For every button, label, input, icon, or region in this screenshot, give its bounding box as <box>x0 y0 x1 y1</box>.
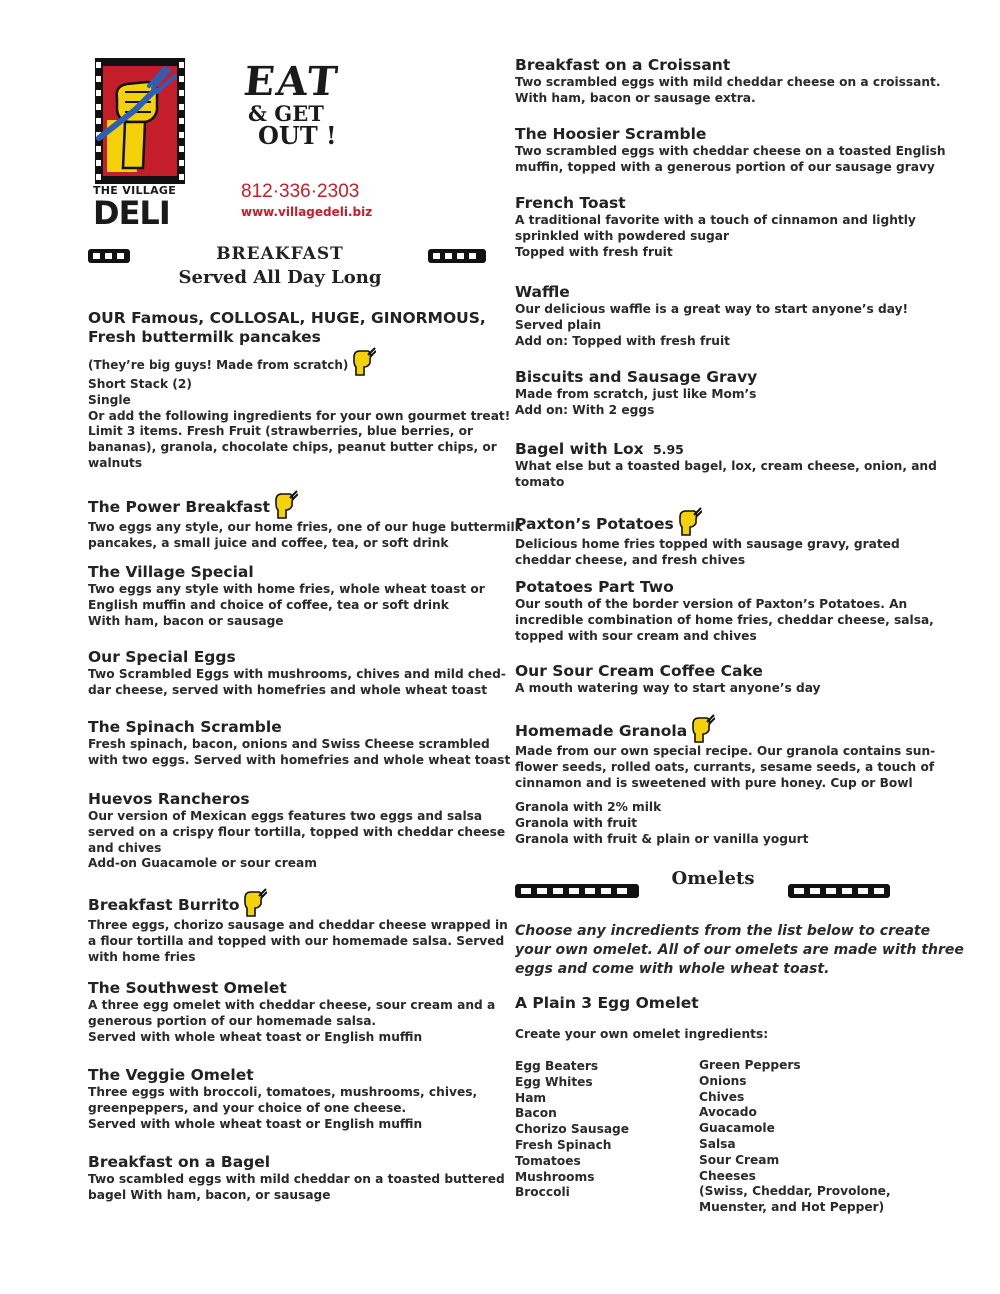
option-line: Granola with fruit & plain or vanilla yogurt <box>515 831 809 846</box>
menu-item-special-eggs <box>88 648 506 699</box>
ingredient: Ham <box>515 1090 547 1105</box>
item-title: French Toast <box>515 194 626 212</box>
pancake-options <box>88 377 511 472</box>
website-link[interactable]: www.villagedeli.biz <box>241 205 373 219</box>
item-title: Fresh buttermilk pancakes <box>88 328 321 346</box>
item-desc: Served with whole wheat toast or English muffin <box>88 1116 423 1131</box>
film-strip-divider-icon <box>788 884 890 898</box>
option-line: Granola with fruit <box>515 815 638 830</box>
item-title: Breakfast on a Bagel <box>88 1153 271 1171</box>
item-desc: Two scambled eggs with mild cheddar on a toasted buttered <box>88 1172 505 1186</box>
item-desc: Our delicious waffle is a great way to start anyone’s day! <box>515 302 909 316</box>
option-line: Or add the following ingredients for your own gourmet treat! <box>88 408 511 423</box>
omelets-intro <box>515 922 964 979</box>
slogan-get: & GET <box>248 101 324 126</box>
ingredient: Green Peppers <box>699 1058 801 1072</box>
item-desc: Add-on Guacamole or sour cream <box>88 856 317 871</box>
item-desc: A traditional favorite with a touch of cinnamon and lightly <box>515 213 916 227</box>
ingredient: Guacamole <box>699 1121 775 1136</box>
item-title: Waffle <box>515 283 570 301</box>
item-desc: a flour tortilla and topped with our homemade salsa. Served <box>88 933 505 948</box>
item-title-text: Breakfast Burrito <box>88 896 240 914</box>
menu-item-croissant <box>515 56 941 107</box>
item-desc: muffin, topped with a generous portion of our sausage gravy <box>515 159 935 174</box>
item-desc: Two eggs any style with home fries, whole wheat toast or <box>88 582 485 596</box>
item-title: Huevos Rancheros <box>88 790 250 808</box>
fist-specialty-icon <box>350 347 376 377</box>
item-desc: Add on: Topped with fresh fruit <box>515 333 730 348</box>
item-desc: incredible combination of home fries, cheddar cheese, salsa, <box>515 612 934 627</box>
item-desc: bagel With ham, bacon, or sausage <box>88 1187 331 1202</box>
item-desc: Our south of the border version of Paxton’s Potatoes. An <box>515 597 908 611</box>
ingredient: Egg Whites <box>515 1074 593 1089</box>
slogan-out: OUT ! <box>258 121 337 150</box>
menu-item-granola <box>515 714 936 791</box>
item-desc: Served with whole wheat toast or English muffin <box>88 1029 423 1044</box>
item-title: The Village Special <box>88 563 254 581</box>
menu-item-hoosier-scramble <box>515 125 946 176</box>
option-line: Granola with 2% milk <box>515 800 662 814</box>
menu-item-waffle <box>515 283 925 349</box>
item-title: A Plain 3 Egg Omelet <box>515 994 699 1012</box>
item-desc: dar cheese, served with homefries and whole wheat toast <box>88 682 488 697</box>
menu-item-potatoes-part-two <box>515 578 934 644</box>
ingredient: Cheeses <box>699 1168 756 1183</box>
ingredient: (Swiss, Cheddar, Provolone, <box>699 1184 891 1199</box>
menu-item-bagel-breakfast <box>88 1153 505 1204</box>
ingredient: Tomatoes <box>515 1153 581 1168</box>
item-desc: With ham, bacon or sausage extra. <box>515 90 756 105</box>
option-line: Single <box>88 392 131 407</box>
pancake-note: (They’re big guys! Made from scratch) <box>88 358 349 372</box>
ingredients-heading: Create your own omelet ingredients: <box>515 1027 769 1041</box>
item-desc: pancakes, a small juice and coffee, tea, or soft drink <box>88 535 449 550</box>
item-title: Our Special Eggs <box>88 648 236 666</box>
item-desc: with home fries <box>88 949 196 964</box>
item-title: The Veggie Omelet <box>88 1066 254 1084</box>
item-title-text: The Power Breakfast <box>88 498 270 516</box>
logo-title: DELI <box>93 194 170 232</box>
film-strip-divider-icon <box>428 249 486 263</box>
ingredients-list-1 <box>515 1059 695 1201</box>
item-title: Biscuits and Sausage Gravy <box>515 368 758 386</box>
item-desc: Served plain <box>515 317 602 332</box>
item-title <box>515 440 925 459</box>
option-line: Short Stack (2) <box>88 377 192 391</box>
item-desc: greenpeppers, and your choice of one cheese. <box>88 1100 407 1115</box>
breakfast-subheading: Served All Day Long <box>178 267 382 288</box>
menu-item-french-toast <box>515 194 925 260</box>
item-desc: Two Scrambled Eggs with mushrooms, chives and mild ched- <box>88 667 506 681</box>
logo-subtitle: THE VILLAGE <box>93 184 177 197</box>
item-subtitle <box>88 347 488 377</box>
slogan-eat: EAT <box>241 58 342 105</box>
fist-specialty-icon <box>689 714 715 744</box>
item-desc: sprinkled with powdered sugar <box>515 228 730 243</box>
ingredient: Muenster, and Hot Pepper) <box>699 1200 885 1215</box>
item-title <box>88 490 488 520</box>
item-desc: Three eggs with broccoli, tomatoes, mushrooms, chives, <box>88 1085 478 1099</box>
menu-item-pancakes <box>88 309 488 377</box>
item-desc: Two scrambled eggs with cheddar cheese on a toasted English <box>515 144 946 158</box>
option-line: walnuts <box>88 455 143 470</box>
item-title: Breakfast on a Croissant <box>515 56 731 74</box>
item-price: 5.95 <box>653 442 684 457</box>
menu-item-coffee-cake <box>515 662 925 697</box>
ingredient: Fresh Spinach <box>515 1137 612 1152</box>
ingredient: Avocado <box>699 1105 757 1120</box>
menu-item-spinach-scramble <box>88 718 511 769</box>
item-title-text: Paxton’s Potatoes <box>515 515 674 533</box>
ingredient: Salsa <box>699 1136 736 1151</box>
ingredient: Chives <box>699 1089 745 1104</box>
item-desc: Made from our own special recipe. Our granola contains sun- <box>515 744 936 758</box>
deli-logo <box>95 58 185 184</box>
item-title: Our Sour Cream Coffee Cake <box>515 662 763 680</box>
ingredient: Onions <box>699 1073 747 1088</box>
item-desc: Three eggs, chorizo sausage and cheddar cheese wrapped in <box>88 918 508 932</box>
ingredients-list-2 <box>699 1058 919 1216</box>
item-title: Potatoes Part Two <box>515 578 674 596</box>
item-desc: A three egg omelet with cheddar cheese, sour cream and a <box>88 998 496 1012</box>
option-line: bananas), granola, chocolate chips, peanut butter chips, or <box>88 440 497 455</box>
slogan-get-out <box>244 101 337 150</box>
ingredients-label <box>515 1027 925 1043</box>
intro-line: Choose any incredients from the list below to create <box>515 923 931 939</box>
menu-item-paxtons-potatoes <box>515 507 925 569</box>
item-title-text: Bagel with Lox <box>515 440 644 458</box>
menu-item-southwest-omelet <box>88 979 496 1045</box>
item-desc: cheddar cheese, and fresh chives <box>515 552 746 567</box>
menu-item-bagel-lox <box>515 440 937 491</box>
item-desc: A mouth watering way to start anyone’s day <box>515 681 821 695</box>
menu-item-village-special <box>88 563 488 629</box>
item-desc: Our version of Mexican eggs features two eggs and salsa <box>88 809 483 823</box>
fist-fork-logo-icon <box>95 58 185 184</box>
item-title: The Hoosier Scramble <box>515 125 707 143</box>
item-desc: flower seeds, rolled oats, currants, sesame seeds, a touch of <box>515 759 935 774</box>
item-title: The Southwest Omelet <box>88 979 287 997</box>
item-desc: Two eggs any style, our home fries, one of our huge buttermilk <box>88 520 523 534</box>
phone-number: 812·336·2303 <box>241 181 360 202</box>
item-desc: Fresh spinach, bacon, onions and Swiss Cheese scrambled <box>88 737 490 751</box>
fist-specialty-icon <box>676 507 702 537</box>
menu-item-huevos-rancheros <box>88 790 506 872</box>
fist-specialty-icon <box>272 490 298 520</box>
ingredient: Mushrooms <box>515 1169 595 1184</box>
item-title: OUR Famous, COLLOSAL, HUGE, GINORMOUS, <box>88 309 486 327</box>
ingredient: Chorizo Sausage <box>515 1122 630 1137</box>
item-desc: Made from scratch, just like Mom’s <box>515 387 757 401</box>
item-desc: served on a crispy flour tortilla, topped with cheddar cheese <box>88 824 506 839</box>
film-strip-divider-icon <box>88 249 130 263</box>
menu-item-power-breakfast <box>88 490 523 552</box>
item-desc: generous portion of our homemade salsa. <box>88 1013 377 1028</box>
film-strip-divider-icon <box>515 884 639 898</box>
item-desc: Topped with fresh fruit <box>515 244 673 259</box>
menu-item-breakfast-burrito <box>88 888 508 965</box>
item-desc: with two eggs. Served with homefries and whole wheat toast <box>88 752 511 767</box>
item-desc: cinnamon and is sweetened with pure honey. Cup or Bowl <box>515 775 913 790</box>
item-title <box>88 888 488 918</box>
breakfast-heading: BREAKFAST <box>216 244 344 264</box>
item-desc: With ham, bacon or sausage <box>88 613 284 628</box>
item-desc: Delicious home fries topped with sausage gravy, grated <box>515 537 900 551</box>
ingredient: Bacon <box>515 1106 557 1121</box>
menu-item-veggie-omelet <box>88 1066 488 1132</box>
item-desc: tomato <box>515 474 565 489</box>
intro-line: your own omelet. All of our omelets are made with three <box>515 942 964 958</box>
item-title: The Spinach Scramble <box>88 718 282 736</box>
item-desc: English muffin and choice of coffee, tea or soft drink <box>88 597 449 612</box>
item-desc: topped with sour cream and chives <box>515 628 757 643</box>
item-title <box>515 714 925 744</box>
menu-item-plain-omelet <box>515 994 925 1013</box>
ingredient: Sour Cream <box>699 1152 780 1167</box>
ingredient: Egg Beaters <box>515 1059 599 1073</box>
item-desc: and chives <box>88 840 162 855</box>
item-desc: Two scrambled eggs with mild cheddar cheese on a croissant. <box>515 75 941 89</box>
item-desc: Add on: With 2 eggs <box>515 402 655 417</box>
option-line: Limit 3 items. Fresh Fruit (strawberries, blue berries, or <box>88 424 473 439</box>
menu-item-biscuits-gravy <box>515 368 925 419</box>
item-title-text: Homemade Granola <box>515 722 688 740</box>
omelets-heading: Omelets <box>671 868 755 889</box>
item-title <box>515 507 925 537</box>
intro-line: eggs and come with whole wheat toast. <box>515 961 830 977</box>
fist-specialty-icon <box>241 888 267 918</box>
ingredient: Broccoli <box>515 1185 570 1200</box>
item-desc: What else but a toasted bagel, lox, cream cheese, onion, and <box>515 459 937 473</box>
granola-options <box>515 800 925 847</box>
